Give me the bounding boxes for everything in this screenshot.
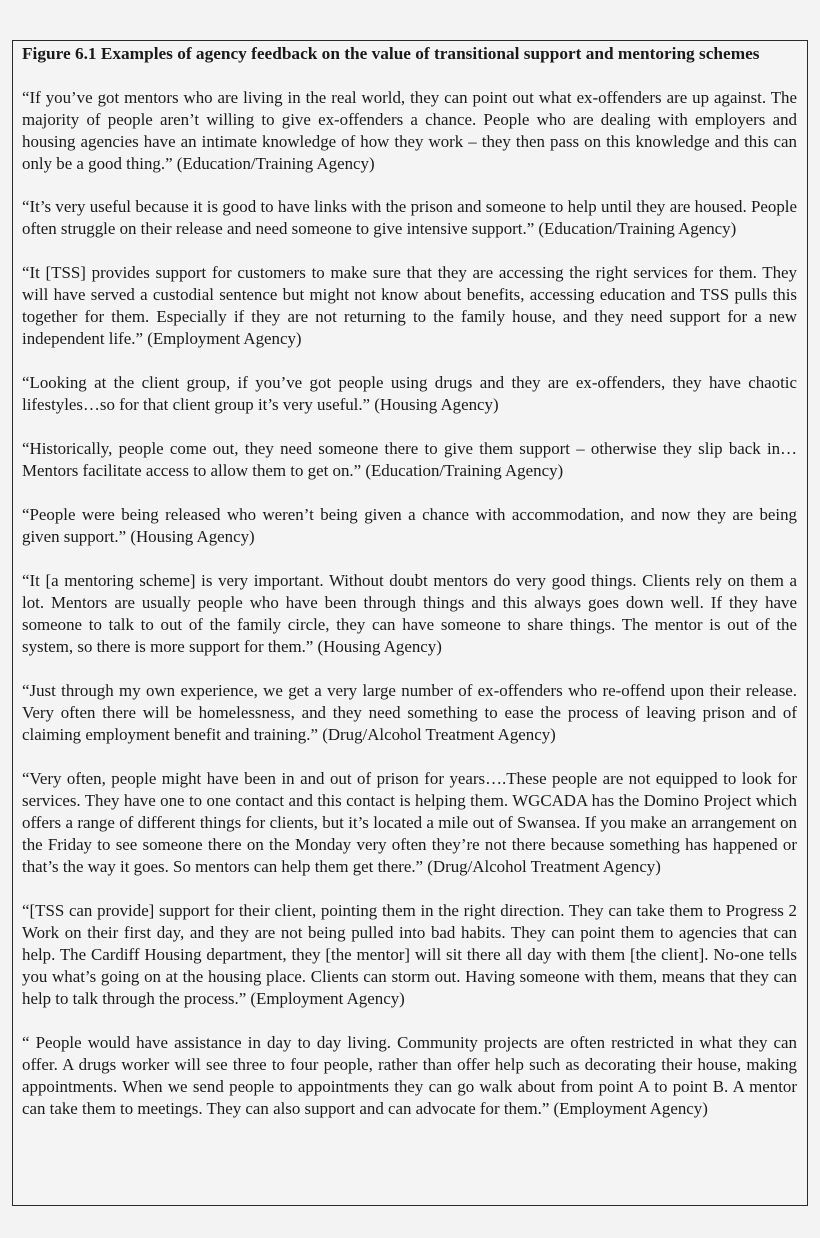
figure-box: [12, 40, 808, 1206]
quote-paragraph: “It [a mentoring scheme] is very important. Without doubt mentors do very good things. Clients rely on them a lot. Mentors are usually people who have been through things and this always goes down well. If they have someone to talk to out of the family circle, they can have someone to share things. The mentor is out of the system, so there is more support for them.” (Housing Agency): [22, 571, 797, 656]
quote-paragraph: “ People would have assistance in day to day living. Community projects are often restricted in what they can offer. A drugs worker will see three to four people, rather than offer help such as decorating their house, making appointments. When we send people to appointments they can go walk about from point A to point B. A mentor can take them to meetings. They can also support and can advocate for them.” (Employment Agency): [22, 1033, 797, 1118]
quote-paragraph: “[TSS can provide] support for their client, pointing them in the right direction. They can take them to Progress 2 Work on their first day, and they are not being pulled into bad habits. They can point them to agencies that can help. The Cardiff Housing department, they [the mentor] will sit there all day with them [the client]. No-one tells you what’s going on at the housing place. Clients can storm out. Having someone with them, means that they can help to talk through the process.” (Employment Agency): [22, 901, 797, 1008]
quote-paragraph: “Historically, people come out, they need someone there to give them support – otherwise they slip back in…Mentors facilitate access to allow them to get on.” (Education/Training Agency): [22, 439, 797, 480]
quote-paragraph: “If you’ve got mentors who are living in the real world, they can point out what ex-offenders are up against. The majority of people aren’t willing to give ex-offenders a chance. People who are dealing with employers and housing agencies have an intimate knowledge of how they work – they then pass on this knowledge and this can only be a good thing.” (Education/Training Agency): [22, 88, 797, 173]
page-top-margin: [0, 0, 820, 22]
quote-paragraph: “Very often, people might have been in and out of prison for years….These people are not equipped to look for services. They have one to one contact and this contact is helping them. WGCADA has the Domino Project which offers a range of different things for clients, but it’s located a mile out of Swansea. If you make an arrangement on the Friday to see someone there on the Monday very often they’re not there because something has happened or that’s the way it goes. So mentors can help them get there.” (Drug/Alcohol Treatment Agency): [22, 769, 797, 876]
quote-paragraph: “Just through my own experience, we get a very large number of ex-offenders who re-offend upon their release. Very often there will be homelessness, and they need something to ease the process of leaving prison and of claiming employment benefit and training.” (Drug/Alcohol Treatment Agency): [22, 681, 797, 744]
quote-paragraph: “Looking at the client group, if you’ve got people using drugs and they are ex-offenders, they have chaotic lifestyles…so for that client group it’s very useful.” (Housing Agency): [22, 373, 797, 414]
quote-paragraph: “It’s very useful because it is good to have links with the prison and someone to help until they are housed. People often struggle on their release and need someone to give intensive support.” (Education/Training Agency): [22, 197, 797, 238]
quote-paragraph: “People were being released who weren’t being given a chance with accommodation, and now they are being given support.” (Housing Agency): [22, 505, 797, 546]
figure-title: Figure 6.1 Examples of agency feedback on the value of transitional support and mentoring schemes: [22, 44, 760, 63]
quote-paragraph: “It [TSS] provides support for customers to make sure that they are accessing the right services for them. They will have served a custodial sentence but might not know about benefits, accessing education and TSS pulls this together for them. Especially if they are not returning to the family house, and they need support for a new independent life.” (Employment Agency): [22, 263, 797, 348]
